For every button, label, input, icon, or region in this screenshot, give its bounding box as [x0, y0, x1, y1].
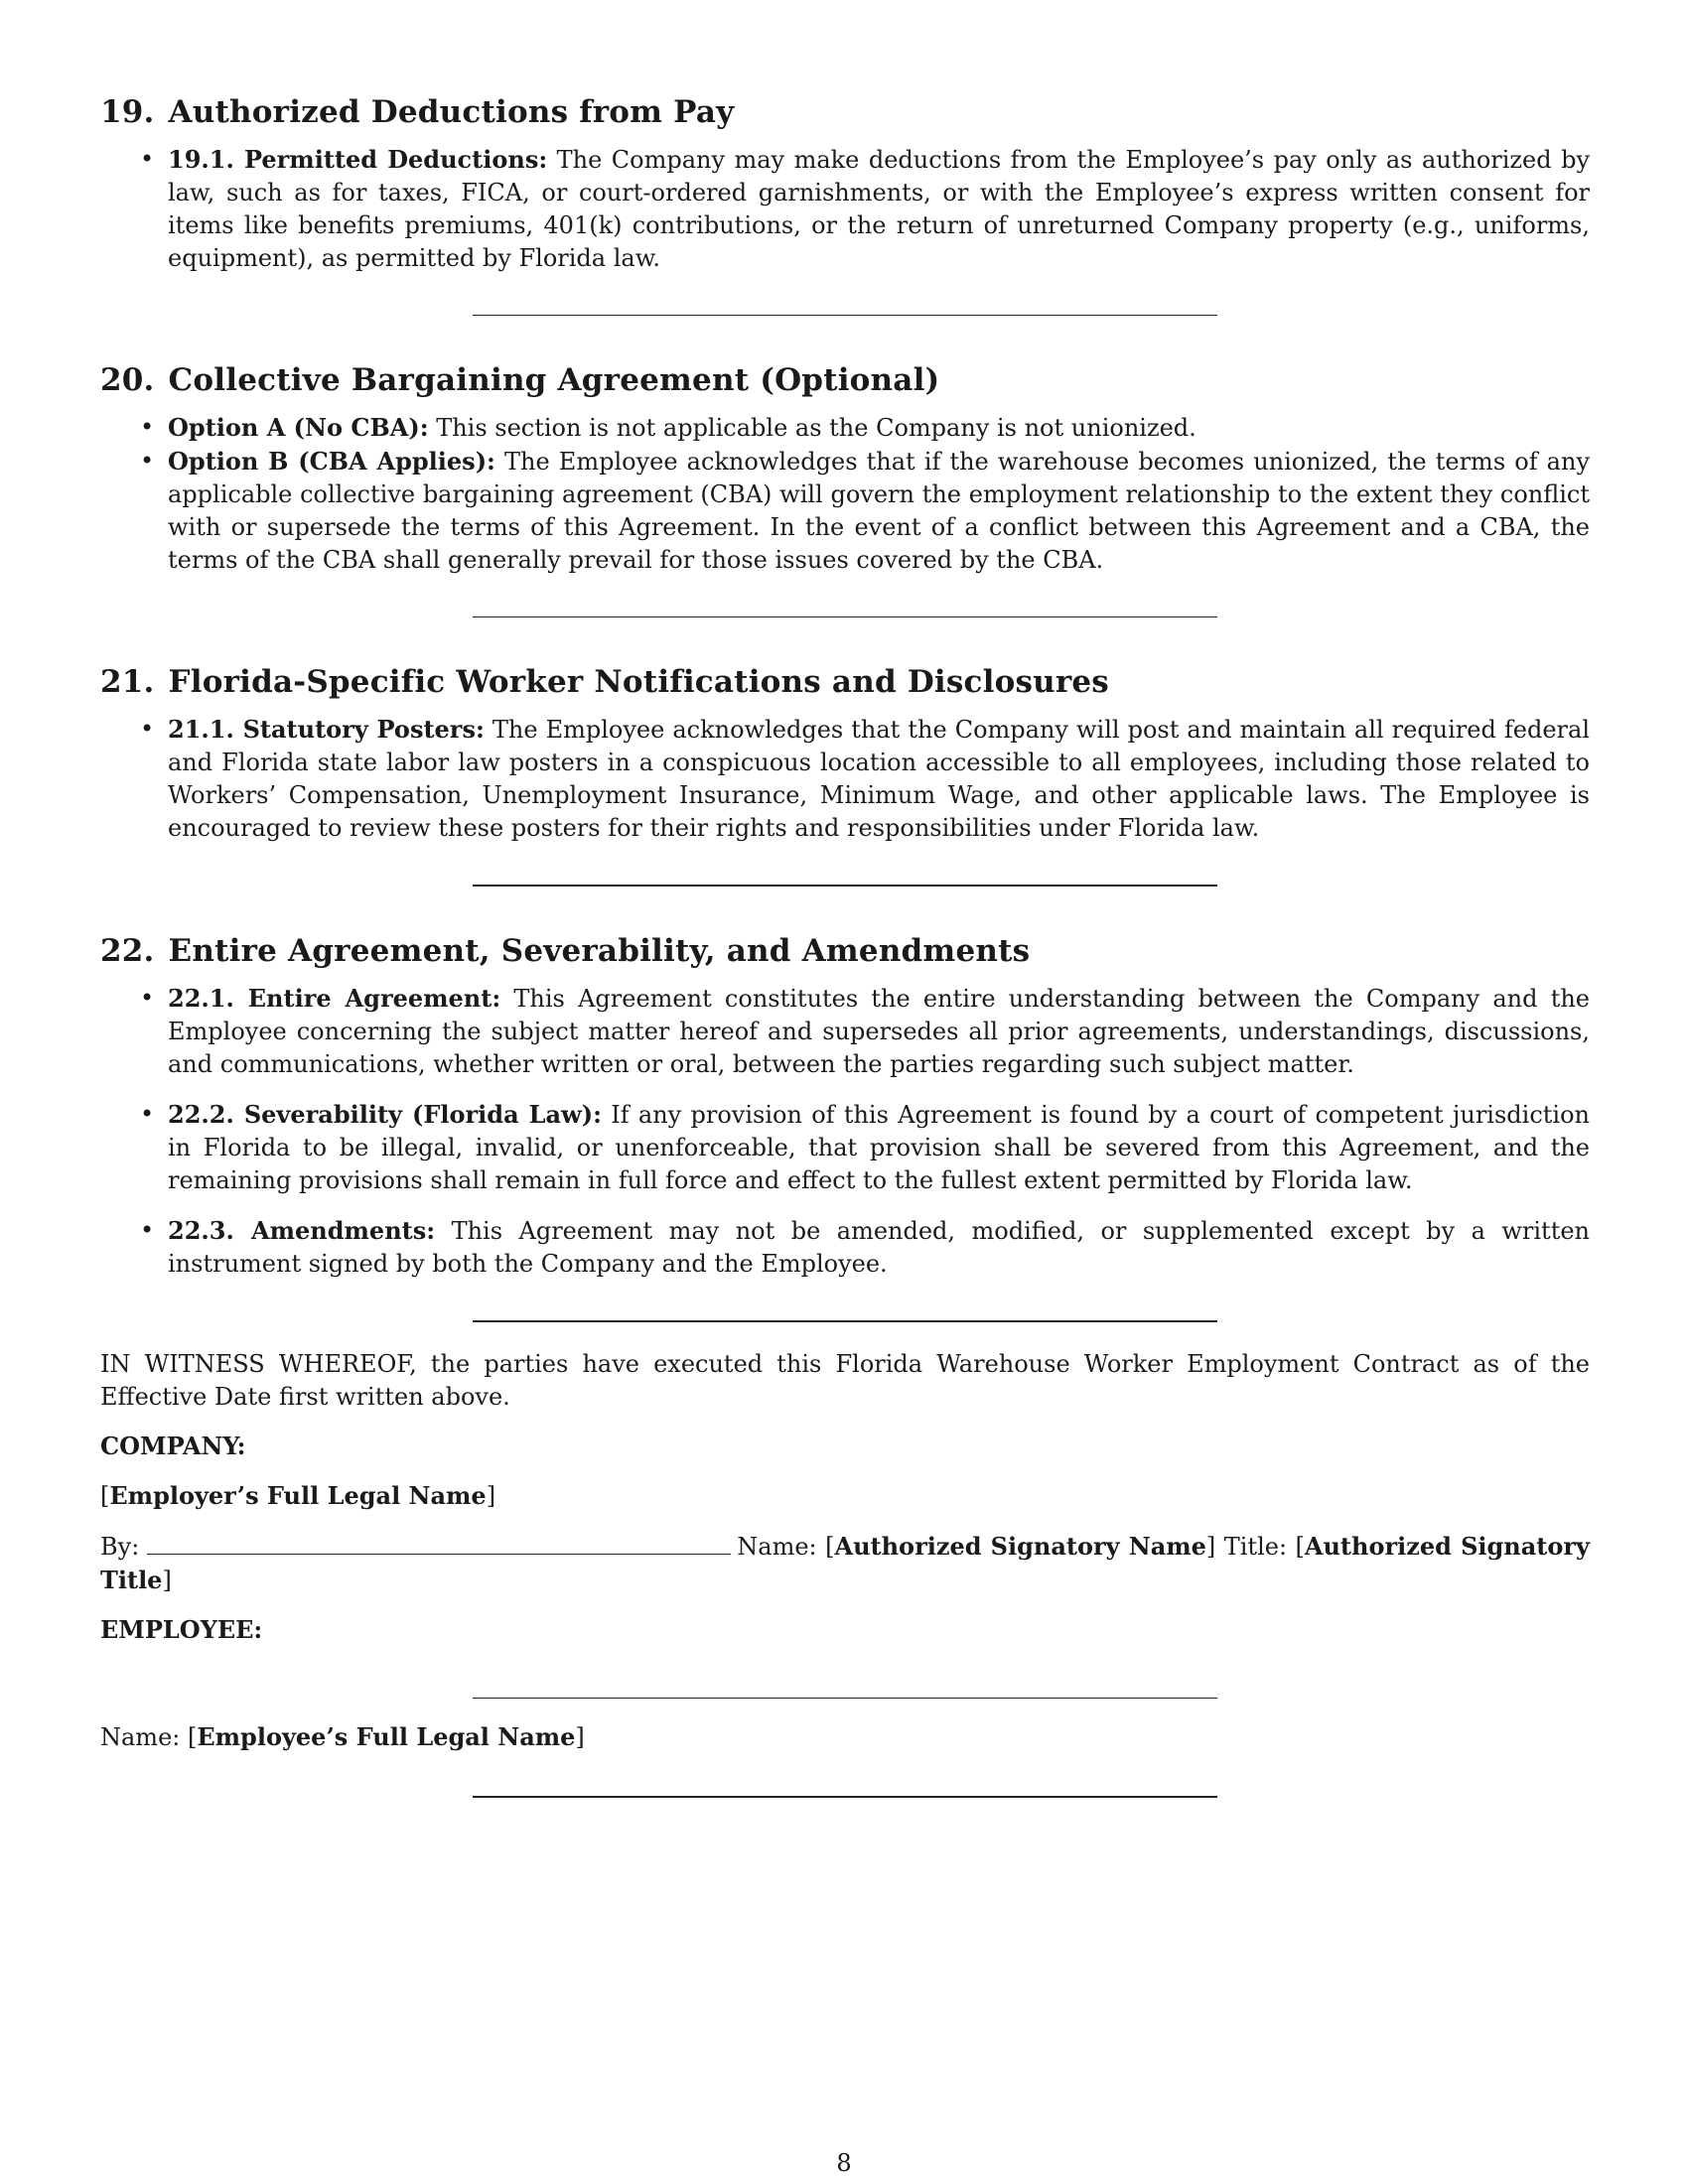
employee-signature-field[interactable]	[473, 1698, 1217, 1699]
list-item	[168, 1214, 1590, 1281]
horizontal-rule	[473, 885, 1217, 887]
item-text: The Company may make deductions from the Employee’s pay only as authorized by law, such as for taxes, FICA, or court-ordered garnishments, or with the Employee’s express written consent for items like benefits premiums, 401(k) contributions, or the return of unreturned Company property (e.g., uniforms, equipment), as permitted by Florida law.	[168, 146, 1590, 272]
item-text: This Agreement may not be amended, modified, or supplemented except by a written instrument signed by both the Company and the Employee.	[168, 1217, 1590, 1278]
section-20-heading	[100, 359, 1590, 401]
signatory-title: Authorized Signatory Title	[100, 1532, 1590, 1594]
section-title: Entire Agreement, Severability, and Amendments	[168, 933, 1031, 969]
page-number: 8	[836, 2149, 852, 2177]
section-19-heading	[100, 91, 1590, 133]
section-title: Florida-Specific Worker Notifications and Disclosures	[168, 664, 1109, 700]
list-item	[168, 1098, 1590, 1197]
company-signature-line: By: Name: [Authorized Signatory Name] Title: [Authorized Signatory Title]	[100, 1532, 1590, 1594]
section-title: Collective Bargaining Agreement (Optional)	[168, 362, 940, 398]
item-text: This Agreement constitutes the entire understanding between the Company and the Employee concerning the subject matter hereof and supersedes all prior agreements, understandings, discussions, and communications, whether written or oral, between the parties regarding such subject matter.	[168, 985, 1591, 1078]
section-22-heading	[100, 930, 1590, 972]
company-label: COMPANY:	[100, 1432, 246, 1460]
item-label: Option B (CBA Applies):	[168, 447, 495, 476]
horizontal-rule	[473, 616, 1217, 617]
item-label: 22.3. Amendments:	[168, 1216, 436, 1245]
section-19-list	[100, 143, 1590, 275]
item-label: 22.2. Severability (Florida Law):	[168, 1100, 602, 1129]
employee-label: EMPLOYEE:	[100, 1615, 263, 1644]
horizontal-rule	[473, 315, 1217, 316]
item-label: 22.1. Entire Agreement:	[168, 984, 501, 1013]
section-21-heading	[100, 661, 1590, 703]
section-number: 19.	[100, 94, 155, 130]
list-item	[168, 143, 1590, 275]
name-label: Name:	[737, 1533, 817, 1561]
employee-name-label: Name:	[100, 1723, 181, 1751]
signatory-name: Authorized Signatory Name	[834, 1532, 1206, 1561]
horizontal-rule	[473, 1320, 1217, 1322]
employer-name: Employer’s Full Legal Name	[109, 1481, 487, 1510]
section-21-list	[100, 713, 1590, 845]
item-text: If any provision of this Agreement is found by a court of competent jurisdiction in Florida to be illegal, invalid, or unenforceable, that provision shall be severed from this Agreement, and the remaining provisions shall remain in full force and effect to the fullest extent permitted by Florida law.	[168, 1101, 1591, 1194]
item-text: The Employee acknowledges that if the warehouse becomes unionized, the terms of any applicable collective bargaining agreement (CBA) will govern the employment relationship to the extent they conflict with or supersede the terms of this Agreement. In the event of a conflict between this Agreement and a CBA, the terms of the CBA shall generally prevail for those issues covered by the CBA.	[168, 448, 1591, 574]
section-number: 21.	[100, 664, 155, 700]
list-item	[168, 982, 1590, 1081]
list-item	[168, 445, 1590, 577]
list-item	[168, 411, 1590, 445]
company-signature-field[interactable]	[147, 1530, 731, 1555]
item-text: The Employee acknowledges that the Company will post and maintain all required federal and Florida state labor law posters in a conspicuous location accessible to all employees, including those related to Workers’ Compensation, Unemployment Insurance, Minimum Wage, and other applicable laws. The Employee is encouraged to review these posters for their rights and responsibilities under Florida law.	[168, 716, 1591, 842]
witness-statement: IN WITNESS WHEREOF, the parties have executed this Florida Warehouse Worker Employment Contract as of the Effective Date first written above.	[100, 1350, 1590, 1411]
by-label: By:	[100, 1533, 140, 1561]
item-text: This section is not applicable as the Company is not unionized.	[428, 414, 1196, 442]
list-item	[168, 713, 1590, 845]
employee-name: Employee’s Full Legal Name	[197, 1722, 576, 1751]
section-number: 22.	[100, 933, 155, 969]
item-label: 19.1. Permitted Deductions:	[168, 145, 548, 174]
employee-name-line: Name: [Employee’s Full Legal Name]	[100, 1722, 585, 1751]
horizontal-rule	[473, 1796, 1217, 1798]
title-label: Title:	[1223, 1533, 1288, 1561]
item-label: 21.1. Statutory Posters:	[168, 715, 485, 744]
section-title: Authorized Deductions from Pay	[168, 94, 735, 130]
section-20-list	[100, 411, 1590, 577]
item-label: Option A (No CBA):	[168, 413, 429, 442]
section-number: 20.	[100, 362, 155, 398]
employer-name-line: [Employer’s Full Legal Name]	[100, 1481, 496, 1510]
document-page	[100, 91, 1590, 1798]
section-22-list	[100, 982, 1590, 1281]
